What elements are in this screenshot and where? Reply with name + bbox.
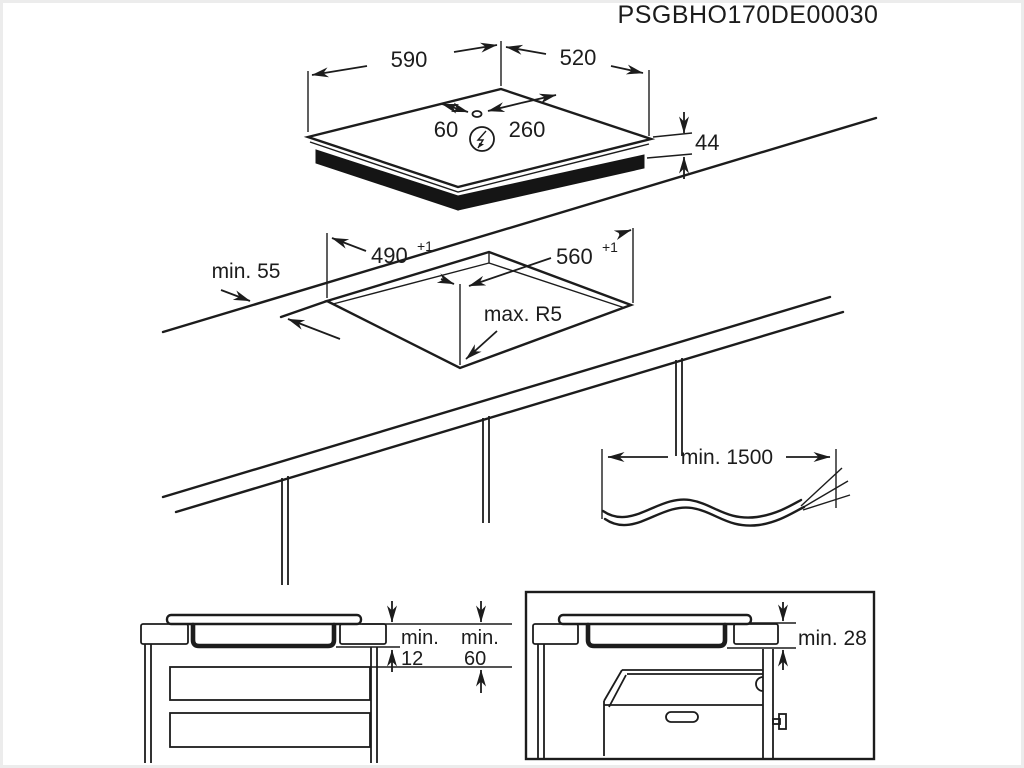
- dim-cutout-depth-tolerance: +1: [417, 238, 433, 254]
- oven-outline: [604, 670, 786, 756]
- dim-hob-height: 44: [695, 130, 720, 155]
- cabinet-posts: [538, 644, 773, 759]
- dim-cutout-width: 560: [556, 244, 593, 269]
- drawer-front-upper: [170, 667, 370, 700]
- dim-corner-radius: max. R5: [483, 303, 563, 326]
- drawer-front-lower: [170, 713, 370, 747]
- worktop-right-section-oven: [734, 624, 778, 644]
- oven-hinge-bump: [756, 677, 763, 691]
- dim-hob-clearance-label: min.: [401, 627, 439, 649]
- cabinet-legs: [145, 644, 377, 763]
- dim-shelf-clearance-label: min.: [461, 627, 499, 649]
- worktop-left-section: [141, 624, 188, 644]
- power-connection-icon: [470, 111, 494, 151]
- worktop-right-section: [340, 624, 386, 644]
- worktop-back-edge: [163, 118, 876, 332]
- dim-cable-length: min. 1500: [680, 446, 774, 469]
- oven-handle: [666, 712, 698, 722]
- mains-cable-view: [602, 446, 850, 526]
- oven-installation-view: [526, 592, 874, 759]
- view-frame: [526, 592, 874, 759]
- worktop-left-section-oven: [533, 624, 578, 644]
- dim-cutout-width-tolerance: +1: [602, 239, 618, 255]
- model-code: PSGBHO170DE00030: [617, 1, 879, 29]
- dim-cutout-depth: 490: [371, 243, 408, 268]
- dim-hob-clearance-value: 12: [401, 648, 424, 670]
- worktop-legs: [282, 358, 682, 585]
- dim-rear-clearance: min. 55: [211, 260, 281, 283]
- hob-glass-section: [167, 615, 361, 624]
- mains-entry-point: [473, 111, 482, 117]
- dim-mains-offset-left: 60: [433, 117, 459, 142]
- cable-icon: [603, 468, 850, 526]
- worktop-front-bottom-edge: [176, 312, 843, 512]
- hob-glass-section-oven: [559, 615, 751, 624]
- dim-shelf-clearance-value: 60: [464, 648, 487, 670]
- hob-body-section: [193, 625, 334, 646]
- dim-hob-depth: 520: [559, 45, 597, 70]
- dim-worktop-clearance: min. 28: [798, 627, 867, 650]
- hob-body-section-oven: [588, 625, 725, 646]
- dim-mains-offset-right: 260: [508, 117, 546, 142]
- drawer-installation-view: [141, 601, 512, 763]
- dim-hob-width: 590: [390, 47, 428, 72]
